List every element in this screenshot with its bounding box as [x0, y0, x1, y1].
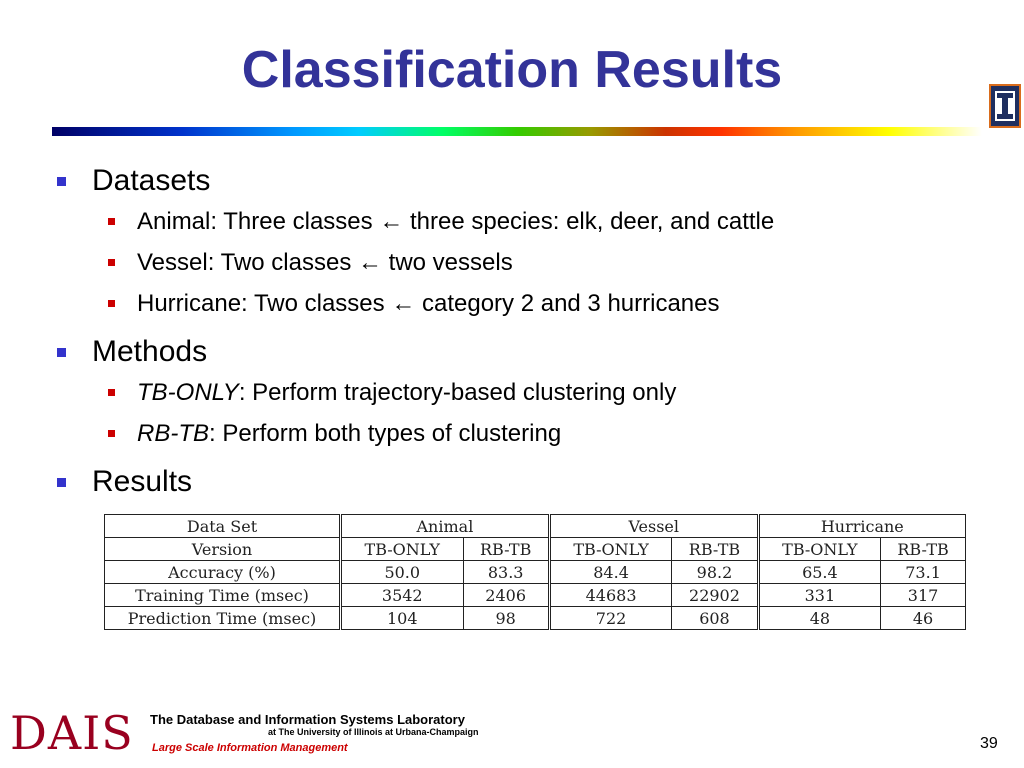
bullet-square-icon: [108, 389, 115, 396]
table-cell: 104: [341, 607, 464, 630]
table-cell: 317: [881, 584, 966, 607]
bullet-datasets: [52, 160, 1002, 201]
bullet-label: Datasets: [92, 164, 211, 197]
header-data-set: Data Set: [105, 515, 341, 538]
table-cell: 98.2: [672, 561, 758, 584]
bullet-results: [52, 461, 1002, 502]
table-cell: 84.4: [549, 561, 672, 584]
header-group-animal: Animal: [341, 515, 550, 538]
table-cell: 2406: [463, 584, 549, 607]
title-rainbow-divider: [52, 127, 982, 136]
table-cell: RB-TB: [881, 538, 966, 561]
bullet-label: Results: [92, 465, 193, 498]
table-cell: 98: [463, 607, 549, 630]
bullet-list: [52, 160, 1002, 502]
header-group-hurricane: Hurricane: [758, 515, 965, 538]
table-cell: 48: [758, 607, 881, 630]
table-cell: RB-TB: [672, 538, 758, 561]
table-cell: 46: [881, 607, 966, 630]
table-cell: 83.3: [463, 561, 549, 584]
method-description: : Perform trajectory-based clustering only: [238, 379, 677, 406]
method-term: TB-ONLY: [137, 379, 239, 406]
table-cell: 73.1: [881, 561, 966, 584]
row-label: Prediction Time (msec): [105, 607, 341, 630]
table-cell: 608: [672, 607, 758, 630]
header-group-vessel: Vessel: [549, 515, 758, 538]
sub-bullet-vessel: [52, 242, 1002, 283]
table-header-row: [105, 515, 966, 538]
table-cell: RB-TB: [463, 538, 549, 561]
lab-tagline: Large Scale Information Management: [152, 742, 348, 754]
table-cell: 3542: [341, 584, 464, 607]
lab-name: The Database and Information Systems Laboratory: [150, 712, 465, 727]
table-cell: TB-ONLY: [758, 538, 881, 561]
table-cell: 722: [549, 607, 672, 630]
row-label: Version: [105, 538, 341, 561]
table-row: [105, 538, 966, 561]
method-description: : Perform both types of clustering: [209, 420, 562, 447]
bullet-square-icon: [57, 177, 66, 186]
bullet-square-icon: [108, 300, 115, 307]
university-name: at The University of Illinois at Urbana-Champaign: [268, 727, 479, 737]
table-cell: 22902: [672, 584, 758, 607]
sub-bullet-text: Animal: Three classes ← three species: elk, deer, and cattle: [137, 208, 775, 235]
table-cell: TB-ONLY: [341, 538, 464, 561]
table-cell: TB-ONLY: [549, 538, 672, 561]
slide-title: Classification Results: [241, 41, 783, 99]
bullet-square-icon: [108, 430, 115, 437]
bullet-methods: [52, 331, 1002, 372]
bullet-square-icon: [57, 478, 66, 487]
sub-bullet-text: Hurricane: Two classes ← category 2 and 3 hurricanes: [137, 290, 720, 317]
bullet-label: Methods: [92, 335, 208, 368]
table-cell: 50.0: [341, 561, 464, 584]
sub-bullet-hurricane: [52, 283, 1002, 324]
sub-bullet-rb-tb: [52, 413, 1002, 454]
dais-logo: DAIS: [10, 706, 134, 760]
illinois-logo-icon: [989, 84, 1021, 128]
table-cell: 331: [758, 584, 881, 607]
row-label: Training Time (msec): [105, 584, 341, 607]
bullet-square-icon: [57, 348, 66, 357]
table-cell: 44683: [549, 584, 672, 607]
results-table: [104, 514, 966, 630]
bullet-square-icon: [108, 259, 115, 266]
table-cell: 65.4: [758, 561, 881, 584]
sub-bullet-tb-only: [52, 372, 1002, 413]
table-row: [105, 561, 966, 584]
sub-bullet-animal: [52, 201, 1002, 242]
row-label: Accuracy (%): [105, 561, 341, 584]
sub-bullet-text: Vessel: Two classes ← two vessels: [137, 249, 513, 276]
table-row: [105, 584, 966, 607]
table-row: [105, 607, 966, 630]
page-number: 39: [980, 735, 998, 752]
method-term: RB-TB: [137, 420, 209, 447]
bullet-square-icon: [108, 218, 115, 225]
